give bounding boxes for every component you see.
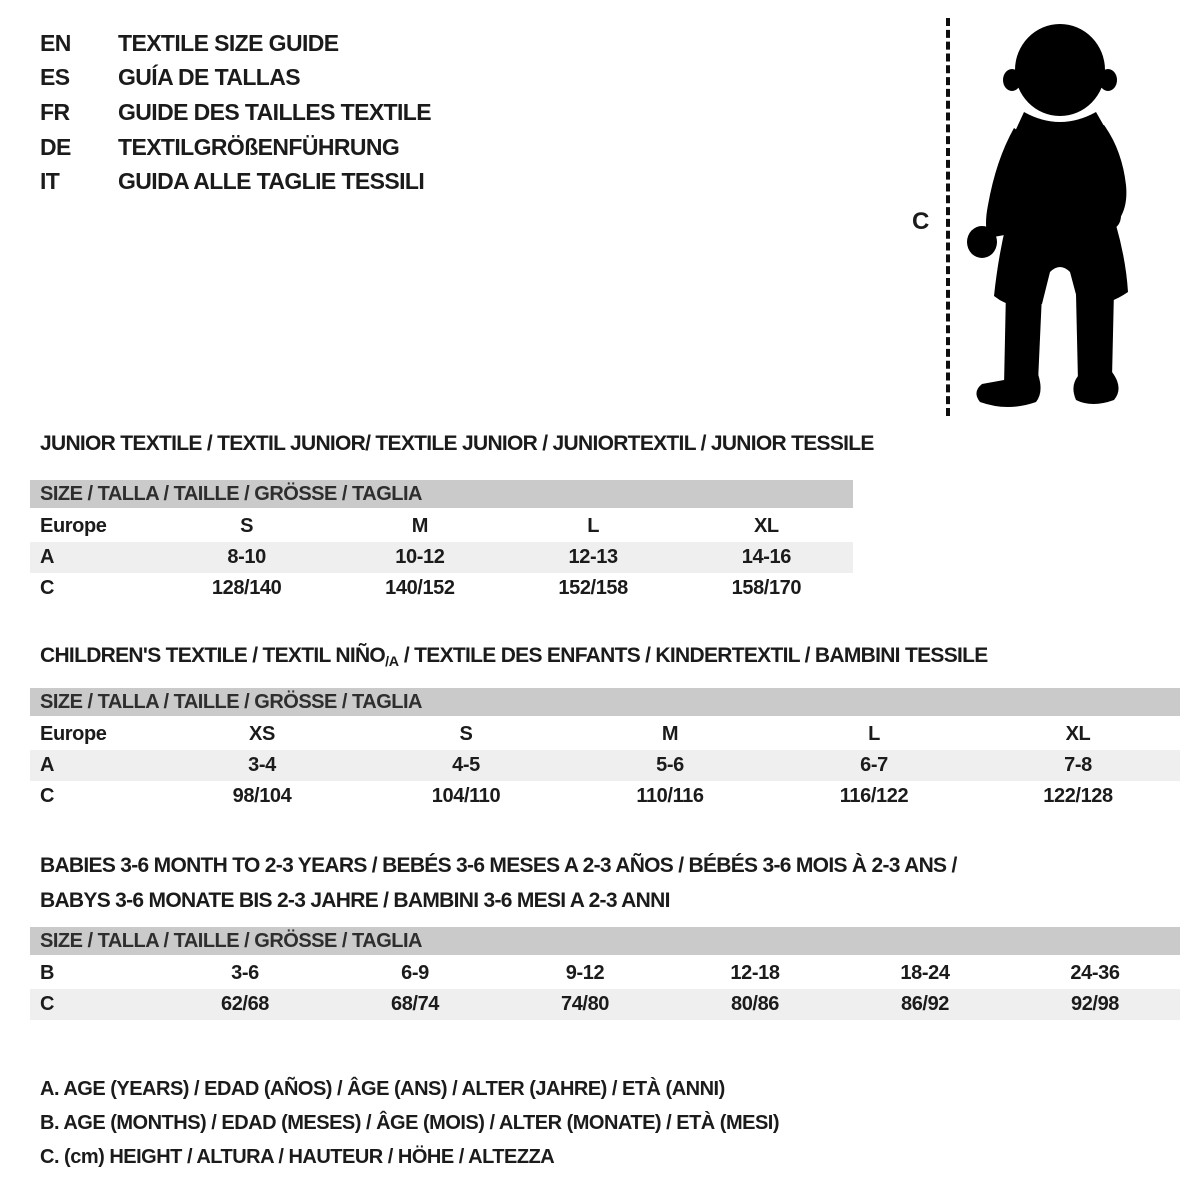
cell: L	[587, 515, 600, 537]
row-label: B	[40, 962, 55, 984]
cell: 3-4	[248, 754, 276, 776]
language-label: GUIDA ALLE TAGLIE TESSILI	[118, 168, 425, 195]
cell: 14-16	[741, 546, 791, 568]
row-label: C	[40, 993, 55, 1015]
children-size-table	[30, 688, 1180, 812]
cell: 62/68	[220, 993, 270, 1015]
row-label: A	[40, 546, 55, 568]
cell: 4-5	[452, 754, 480, 776]
legend-line-a: A. AGE (YEARS) / EDAD (AÑOS) / ÂGE (ANS) / ALTER (JAHRE) / ETÀ (ANNI)	[40, 1078, 725, 1100]
cell: M	[411, 515, 428, 537]
cell: 74/80	[560, 993, 610, 1015]
cell: 98/104	[232, 785, 292, 807]
babies-title-line2: BABYS 3-6 MONATE BIS 2-3 JAHRE / BAMBINI 3-6 MESI A 2-3 ANNI	[40, 889, 670, 912]
language-label: GUÍA DE TALLAS	[118, 64, 300, 91]
cell: 9-12	[565, 962, 605, 984]
language-label: TEXTILGRÖßENFÜHRUNG	[118, 133, 400, 160]
cell: 80/86	[730, 993, 780, 1015]
children-section-title	[40, 644, 988, 670]
row-label: A	[40, 754, 55, 776]
height-dashed-line	[946, 18, 950, 416]
language-label: GUIDE DES TAILLES TEXTILE	[118, 98, 431, 125]
babies-section-title	[40, 848, 957, 918]
table-row	[30, 958, 1180, 989]
junior-section-title: JUNIOR TEXTILE / TEXTIL JUNIOR/ TEXTILE JUNIOR / JUNIORTEXTIL / JUNIOR TESSILE	[40, 432, 874, 455]
language-code: IT	[40, 168, 60, 195]
cell: 7-8	[1064, 754, 1092, 776]
cell: 140/152	[385, 577, 455, 599]
cell: 12-13	[568, 546, 618, 568]
legend-line-c: C. (cm) HEIGHT / ALTURA / HAUTEUR / HÖHE / ALTEZZA	[40, 1146, 555, 1168]
row-label: Europe	[40, 723, 107, 745]
row-label: C	[40, 577, 55, 599]
table-row	[30, 750, 1180, 781]
cell: 86/92	[900, 993, 950, 1015]
table-header: SIZE / TALLA / TAILLE / GRÖSSE / TAGLIA	[30, 927, 1180, 955]
table-row	[30, 781, 1180, 812]
cell: 92/98	[1070, 993, 1120, 1015]
table-row	[30, 542, 853, 573]
row-label: Europe	[40, 515, 107, 537]
cell: XL	[753, 515, 779, 537]
babies-title-line1: BABIES 3-6 MONTH TO 2-3 YEARS / BEBÉS 3-6 MESES A 2-3 AÑOS / BÉBÉS 3-6 MOIS À 2-3 ANS /	[40, 854, 957, 877]
cell: 3-6	[231, 962, 259, 984]
table-row	[30, 573, 853, 604]
language-code: FR	[40, 98, 70, 125]
cell: 128/140	[211, 577, 282, 599]
toddler-silhouette-icon	[962, 20, 1140, 420]
language-row	[40, 164, 431, 199]
cell: 10-12	[395, 546, 445, 568]
cell: 122/128	[1043, 785, 1113, 807]
row-label: C	[40, 785, 55, 807]
table-row	[30, 989, 1180, 1020]
cell: 152/158	[558, 577, 628, 599]
cell: S	[459, 723, 473, 745]
cell: 68/74	[390, 993, 440, 1015]
cell: 6-9	[401, 962, 429, 984]
language-code: EN	[40, 29, 71, 56]
language-row	[40, 26, 431, 61]
cell: 5-6	[656, 754, 684, 776]
cell: 8-10	[227, 546, 266, 568]
table-header: SIZE / TALLA / TAILLE / GRÖSSE / TAGLIA	[30, 480, 853, 508]
cell: S	[240, 515, 254, 537]
table-row	[30, 719, 1180, 750]
cell: L	[868, 723, 880, 745]
legend	[40, 1072, 779, 1174]
table-row	[30, 511, 853, 542]
language-row	[40, 130, 431, 165]
cell: 24-36	[1070, 962, 1120, 984]
cell: XL	[1065, 723, 1091, 745]
babies-size-table	[30, 927, 1180, 1020]
cell: 110/116	[636, 785, 704, 807]
language-row	[40, 61, 431, 96]
height-marker-label: C	[912, 208, 930, 235]
language-label: TEXTILE SIZE GUIDE	[118, 29, 339, 56]
language-code: ES	[40, 64, 70, 91]
cell: 12-18	[730, 962, 780, 984]
cell: 116/122	[839, 785, 909, 807]
table-header: SIZE / TALLA / TAILLE / GRÖSSE / TAGLIA	[30, 688, 1180, 716]
children-title-text: / TEXTILE DES ENFANTS / KINDERTEXTIL / BAMBINI TESSILE	[398, 644, 988, 667]
cell: XS	[249, 723, 275, 745]
junior-size-table	[30, 480, 853, 604]
cell: 6-7	[860, 754, 888, 776]
cell: 158/170	[731, 577, 802, 599]
legend-line-b: B. AGE (MONTHS) / EDAD (MESES) / ÂGE (MOIS) / ALTER (MONATE) / ETÀ (MESI)	[40, 1112, 780, 1134]
cell: 104/110	[431, 785, 501, 807]
language-code: DE	[40, 133, 71, 160]
children-title-text: CHILDREN'S TEXTILE / TEXTIL NIÑO	[40, 644, 386, 667]
cell: 18-24	[900, 962, 950, 984]
language-row	[40, 95, 431, 130]
children-title-sub: /A	[385, 654, 399, 670]
language-list	[40, 26, 431, 199]
cell: M	[661, 723, 679, 745]
